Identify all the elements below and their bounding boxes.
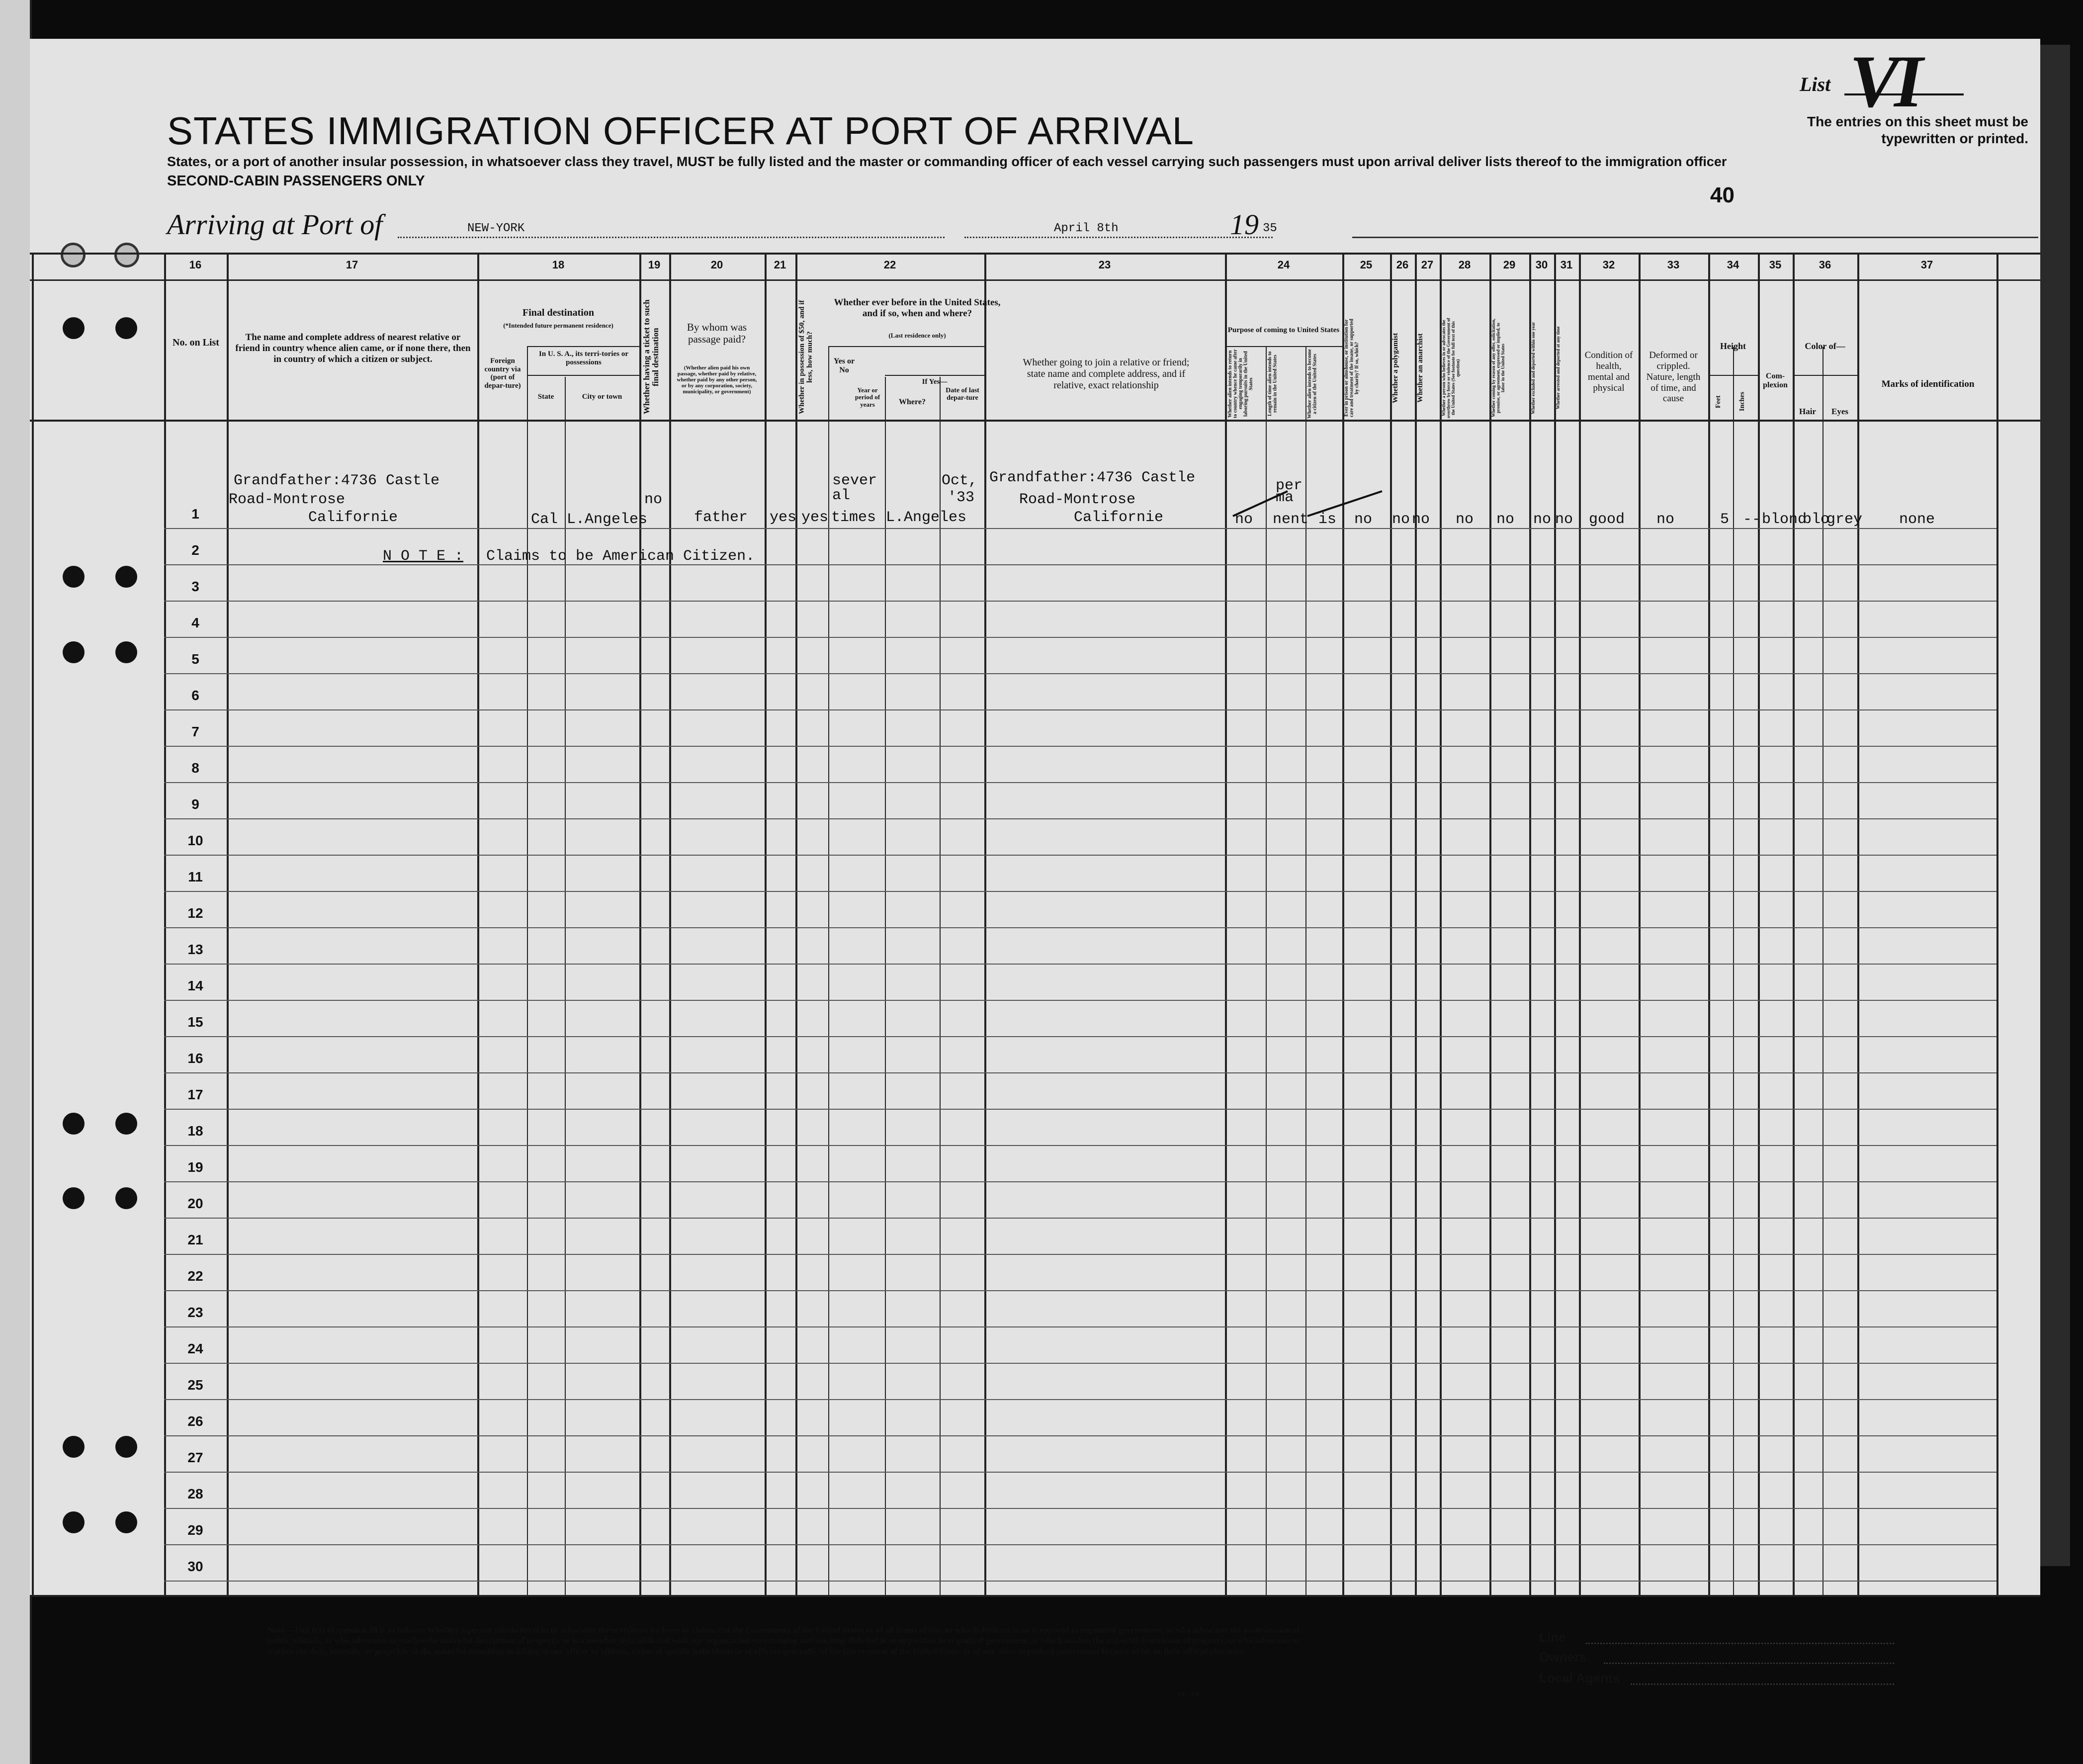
punch-hole — [63, 317, 85, 339]
deported-answer: no — [1555, 511, 1573, 528]
row-number: 30 — [187, 1559, 203, 1574]
header-labor-offer: Whether coming by reason of any offer, solicitation, promise, or agreement, expressed or implied, to labor in the United States — [1491, 318, 1505, 418]
row-number: 12 — [187, 905, 203, 921]
punch-hole — [63, 566, 85, 588]
height-inches: -- — [1743, 511, 1761, 528]
binding-strip — [0, 0, 32, 1764]
row-number: 6 — [191, 688, 199, 703]
col-line — [984, 253, 986, 1595]
row-number: 14 — [187, 978, 203, 993]
table-top-rule — [30, 253, 2040, 255]
row-number: 27 — [187, 1450, 203, 1465]
header-joining-relative: Whether going to join a relative or friend; state name and complete address, and if relative, exact relationship — [1023, 357, 1190, 391]
row-rule — [164, 1326, 1996, 1327]
header-passage-paid-sub: (Whether alien paid his own passage, whether paid by relative, whether paid by any other person, or by any corporation, society, municipality, or government) — [677, 365, 757, 395]
period-line1: sever — [832, 472, 877, 489]
header-divider — [527, 346, 639, 347]
header-hair: Hair — [1799, 407, 1816, 416]
row-number: 17 — [187, 1087, 203, 1102]
year-prefix: 19 — [1230, 208, 1259, 241]
col-line — [527, 347, 528, 1595]
col-line — [669, 253, 671, 1595]
col-number: 30 — [1535, 259, 1548, 271]
return-intent-answer: no — [1235, 511, 1253, 528]
owners-underline — [1604, 1663, 1894, 1664]
row-number: 20 — [187, 1196, 203, 1211]
col-line — [1579, 253, 1581, 1595]
row-number: 2 — [191, 542, 199, 558]
row-rule — [164, 1000, 1996, 1001]
departure-date-line1: Oct, — [942, 472, 978, 489]
header-fifty-dollars: Whether in possession of $50, and if less, how much? — [798, 300, 814, 414]
header-citizen-intent: Whether alien intends to become a citizen of the United States — [1307, 349, 1318, 419]
page-title: STATES IMMIGRATION OFFICER AT PORT OF ARRIVAL — [167, 109, 1195, 153]
row-number: 24 — [187, 1341, 203, 1356]
header-in-usa: In U. S. A., its terri-tories or possessions — [539, 350, 628, 366]
header-feet: Feet — [1715, 395, 1722, 408]
row-number: 26 — [187, 1413, 203, 1429]
punch-hole — [115, 1113, 137, 1135]
header-inches: Inches — [1738, 392, 1746, 412]
relative-address-line2: Road-Montrose — [229, 491, 346, 508]
page-edge — [2040, 45, 2070, 1566]
col-number: 25 — [1360, 259, 1373, 271]
header-passage-paid: By whom was passage paid? — [687, 321, 747, 346]
col-line — [765, 253, 767, 1595]
arriving-label: Arriving at Port of — [167, 208, 383, 241]
col-number: 24 — [1277, 259, 1290, 271]
punch-hole — [63, 1511, 85, 1533]
col-line — [1415, 253, 1417, 1595]
class-line: SECOND-CABIN PASSENGERS ONLY — [167, 173, 425, 189]
col-number: 35 — [1769, 259, 1782, 271]
col-number: 31 — [1560, 259, 1573, 271]
line-underline — [1586, 1643, 1894, 1644]
header-anarchist: Whether an anarchist — [1416, 333, 1424, 403]
header-no-on-list: No. on List — [173, 337, 219, 348]
eyes-answer: grey — [1826, 511, 1863, 528]
header-deported: Whether arrested and deported at any time — [1556, 326, 1561, 410]
list-number: VI — [1849, 40, 1918, 123]
row-number: 11 — [188, 869, 203, 884]
height-feet: 5 — [1720, 511, 1730, 528]
punch-hole — [63, 1436, 85, 1458]
col-line — [1266, 347, 1267, 1595]
row-number: 25 — [187, 1377, 203, 1393]
header-ticket: Whether having a ticket to such final destination — [642, 299, 660, 415]
row-number: 23 — [187, 1305, 203, 1320]
stay-length-line2: ma — [1276, 489, 1294, 506]
header-excluded: Whether excluded and deported within one year — [1531, 322, 1536, 414]
relative-address-line3: Californie — [308, 509, 398, 526]
row-number: 29 — [187, 1522, 203, 1538]
col-number: 27 — [1421, 259, 1434, 271]
where-answer: L.Angeles — [886, 509, 967, 526]
col-line — [1733, 347, 1734, 1595]
row-rule — [164, 1109, 1996, 1110]
agents-label: Local Agents — [1539, 1671, 1620, 1685]
instructions-line: States, or a port of another insular possession, in whatsoever class they travel, MUST be fully listed and the master or commanding officer of each vessel carrying such passengers must upon arrival deliver lists thereof to the immigration officer — [167, 154, 1727, 169]
punch-hole — [63, 1187, 85, 1209]
row-rule — [164, 1072, 1996, 1073]
col-line — [885, 377, 886, 1595]
col-number: 29 — [1503, 259, 1516, 271]
header-deformed: Deformed or crippled. Nature, length of time, and cause — [1646, 350, 1701, 404]
col-line — [164, 253, 166, 1595]
punch-hole — [115, 1511, 137, 1533]
row-number: 21 — [187, 1232, 203, 1247]
row-rule — [164, 1290, 1996, 1291]
stay-length-line3: nent — [1273, 511, 1309, 528]
row-rule — [164, 1581, 1996, 1582]
header-final-destination: Final destination — [522, 307, 594, 318]
col-number: 23 — [1098, 259, 1111, 271]
row-rule — [164, 1254, 1996, 1255]
col-number: 28 — [1458, 259, 1471, 271]
citizen-intent-answer: is — [1318, 511, 1337, 528]
punch-hole — [63, 1113, 85, 1135]
header-marks: Marks of identification — [1881, 379, 1975, 389]
col-line — [1996, 253, 1998, 1595]
manifest-sheet — [30, 39, 2040, 1697]
departure-date-line2: '33 — [948, 489, 975, 506]
note-text: Claims to be American Citizen. — [486, 548, 755, 565]
row-number: 10 — [187, 833, 203, 848]
row-number: 4 — [191, 615, 199, 630]
row-rule — [164, 709, 1996, 710]
row-rule — [164, 782, 1996, 783]
header-divider — [828, 346, 984, 347]
row-number: 16 — [187, 1051, 203, 1066]
header-color-of: Color of— — [1805, 341, 1845, 351]
complexion-answer: blond — [1762, 511, 1807, 528]
row-rule — [164, 746, 1996, 747]
row-number: 15 — [187, 1014, 203, 1030]
col-number: 17 — [346, 259, 358, 271]
col-line — [1342, 253, 1344, 1595]
punch-hole — [115, 1187, 137, 1209]
owners-label: Owners — [1539, 1650, 1587, 1665]
ticket-answer: no — [644, 491, 663, 508]
col-line — [227, 253, 229, 1595]
header-bottom-rule — [30, 420, 2040, 422]
row-rule — [164, 927, 1996, 928]
binder-ring — [61, 243, 86, 267]
col-line — [1554, 253, 1556, 1595]
row-number: 7 — [191, 724, 199, 739]
row-rule — [164, 1181, 1996, 1182]
row-rule — [164, 1036, 1996, 1037]
col-line — [1529, 253, 1531, 1595]
stay-length-line1: per — [1276, 477, 1303, 494]
destination-state: Cal — [531, 511, 558, 528]
row-rule — [164, 1218, 1996, 1219]
header-foreign-country: Foreign country via (port of depar-ture) — [484, 357, 521, 390]
header-before-in-us-sub: (Last residence only) — [888, 332, 946, 339]
col-line — [795, 253, 797, 1595]
deformed-answer: no — [1656, 511, 1675, 528]
col-line — [1758, 253, 1760, 1595]
col-line — [1305, 347, 1306, 1595]
header-year-period: Year or period of years — [855, 386, 880, 408]
colnum-rule — [30, 279, 2040, 281]
header-height: Height — [1720, 341, 1746, 351]
col-line — [1639, 253, 1641, 1595]
passage-paid-by: father — [694, 509, 748, 526]
destination-city: L.Angeles — [567, 511, 648, 528]
col-line — [1708, 253, 1710, 1595]
table-bottom-rule — [30, 1595, 2040, 1597]
row-rule — [164, 1508, 1996, 1509]
header-return-intent: Whether alien intends to return to country whence he came after engaging temporarily in laboring pursuits in the United States — [1227, 349, 1254, 419]
col-line — [1390, 253, 1392, 1595]
header-divider — [527, 375, 639, 376]
form-number: 14—430 — [1178, 1690, 1199, 1697]
header-divider — [1708, 375, 1758, 376]
header-state: State — [537, 393, 554, 401]
list-underline — [1844, 93, 1964, 95]
date-underline — [964, 237, 1273, 238]
row-rule — [164, 1544, 1996, 1545]
col-line — [1489, 253, 1491, 1595]
period-line3: times — [831, 509, 876, 526]
anarchist-answer: no — [1412, 511, 1430, 528]
row-rule — [164, 1145, 1996, 1146]
col-line — [940, 377, 941, 1595]
overthrow-answer: no — [1456, 511, 1474, 528]
row-number: 3 — [191, 579, 199, 594]
row-number: 5 — [191, 651, 199, 667]
col-line — [1857, 253, 1859, 1595]
excluded-answer: no — [1533, 511, 1552, 528]
row-rule — [164, 1472, 1996, 1473]
header-nearest-relative: The name and complete address of nearest relative or friend in country whence alien came, or if none there, then in country of which a citizen or subject. — [235, 332, 471, 364]
header-final-destination-sub: (*Intended future permanent residence) — [503, 322, 613, 329]
row-number: 28 — [187, 1486, 203, 1501]
col-line — [477, 253, 479, 1595]
sheet-number: 40 — [1710, 183, 1735, 207]
header-where: Where? — [899, 398, 926, 406]
row-rule — [164, 855, 1996, 856]
col-number: 19 — [648, 259, 661, 271]
header-overthrow: Whether a person who believes in or advocates the overthrow by force or violence of the Government of the United States (See footnote for full text of this question) — [1441, 318, 1461, 418]
entries-note: The entries on this sheet must be typewritten or printed. — [1807, 114, 2028, 146]
joining-address-line2: Road-Montrose — [1019, 491, 1136, 508]
row-number: 1 — [191, 506, 199, 522]
col-number: 22 — [883, 259, 896, 271]
row-number: 19 — [187, 1159, 203, 1175]
col-number: 37 — [1920, 259, 1933, 271]
col-number: 16 — [189, 259, 202, 271]
punch-hole — [115, 566, 137, 588]
note-label: N O T E : — [383, 548, 464, 565]
col-number: 20 — [710, 259, 723, 271]
prison-answer: no — [1354, 511, 1373, 528]
header-complexion: Com-plexion — [1763, 372, 1788, 390]
row-rule — [164, 673, 1996, 674]
row-rule — [164, 891, 1996, 892]
col-number: 18 — [552, 259, 565, 271]
row-rule — [164, 1435, 1996, 1436]
header-polygamist: Whether a polygamist — [1391, 333, 1399, 403]
header-prison: Ever in prison or almshouse, or institution for care and treatment of the insane, or supported by charity? If so, which? — [1344, 319, 1360, 417]
header-health: Condition of health, mental and physical — [1584, 350, 1633, 393]
punch-hole — [63, 641, 85, 663]
joining-address-line1: Grandfather:4736 Castle — [989, 469, 1196, 486]
col-number: 34 — [1727, 259, 1739, 271]
col-number: 32 — [1602, 259, 1615, 271]
header-city: City or town — [582, 393, 622, 401]
col-number: 21 — [774, 259, 786, 271]
row-number: 9 — [191, 796, 199, 812]
list-label: List — [1800, 73, 1831, 95]
port-underline — [398, 237, 945, 238]
health-answer: good — [1589, 511, 1625, 528]
joining-address-line3: Californie — [1074, 509, 1164, 526]
date-value: April 8th — [1054, 222, 1119, 235]
col-line — [1440, 253, 1442, 1595]
punch-hole — [115, 641, 137, 663]
fifty-dollars-answer: yes — [770, 509, 797, 526]
row-rule — [164, 1399, 1996, 1400]
col-line — [1225, 253, 1227, 1595]
polygamist-answer: no — [1392, 511, 1410, 528]
marks-answer: none — [1899, 511, 1935, 528]
labor-offer-answer: no — [1496, 511, 1515, 528]
header-before-in-us: Whether ever before in the United States, and if so, when and where? — [834, 297, 1001, 319]
row-number: 18 — [187, 1123, 203, 1139]
col-number: 36 — [1819, 259, 1831, 271]
period-line2: al — [832, 487, 851, 504]
binder-ring — [114, 243, 139, 267]
header-eyes: Eyes — [1831, 407, 1848, 416]
col-line — [828, 347, 829, 1595]
row-rule — [164, 818, 1996, 819]
year-suffix: 35 — [1263, 222, 1277, 235]
row-rule — [164, 964, 1996, 965]
row-rule — [164, 601, 1996, 602]
hair-answer: blo — [1803, 511, 1830, 528]
col-number: 26 — [1396, 259, 1409, 271]
relative-address-line1: Grandfather:4736 Castle — [234, 472, 440, 489]
row-rule — [164, 528, 1996, 529]
header-divider — [1225, 346, 1342, 347]
port-value: NEW-YORK — [467, 222, 525, 235]
header-yes-no: Yes or No — [833, 357, 855, 374]
header-if-yes: If Yes— — [922, 378, 948, 386]
header-length-stay: Length of time alien intends to remain in the United States — [1267, 351, 1278, 417]
agents-underline — [1631, 1683, 1894, 1685]
row-rule — [164, 1363, 1996, 1364]
punch-hole — [115, 1436, 137, 1458]
before-in-us-answer: yes — [801, 509, 829, 526]
row-rule — [164, 637, 1996, 638]
header-purpose: Purpose of coming to United States — [1227, 326, 1340, 334]
row-number: 22 — [187, 1268, 203, 1284]
punch-hole — [115, 317, 137, 339]
col-line — [1793, 253, 1795, 1595]
row-number: 13 — [187, 942, 203, 957]
header-divider — [885, 375, 984, 376]
line-label: Line — [1539, 1630, 1566, 1645]
col-line — [639, 253, 641, 1595]
footnote-question-28: Note.—Full text of question 28 is as follows: Whether a person who believes in or advocates the overthrow by force or violence of the Government of the United States or of all forms of law, or who disbelieves in or is opposed to organized government, or who advocates the assassination of public officials, or who advocates or teaches the unlawful destruction of property, or is a member of or affiliated with any organization entertaining and teaching disbelief in or opposition to organized government or which teaches the unlawful destruction of property, or who advocates or teaches the duty, necessity, or propriety of the unlawful assaulting or killing of any officer or officers, either of specific individuals or of officers generally, of the Government of the United States or of any other organized government because of his or their official character. — [267, 1625, 1301, 1656]
col-line — [32, 253, 34, 1595]
header-divider — [1793, 375, 1857, 376]
col-number: 33 — [1667, 259, 1680, 271]
header-rule — [1352, 237, 2038, 238]
header-date-departure: Date of last depar-ture — [946, 387, 979, 402]
row-number: 8 — [191, 760, 199, 776]
